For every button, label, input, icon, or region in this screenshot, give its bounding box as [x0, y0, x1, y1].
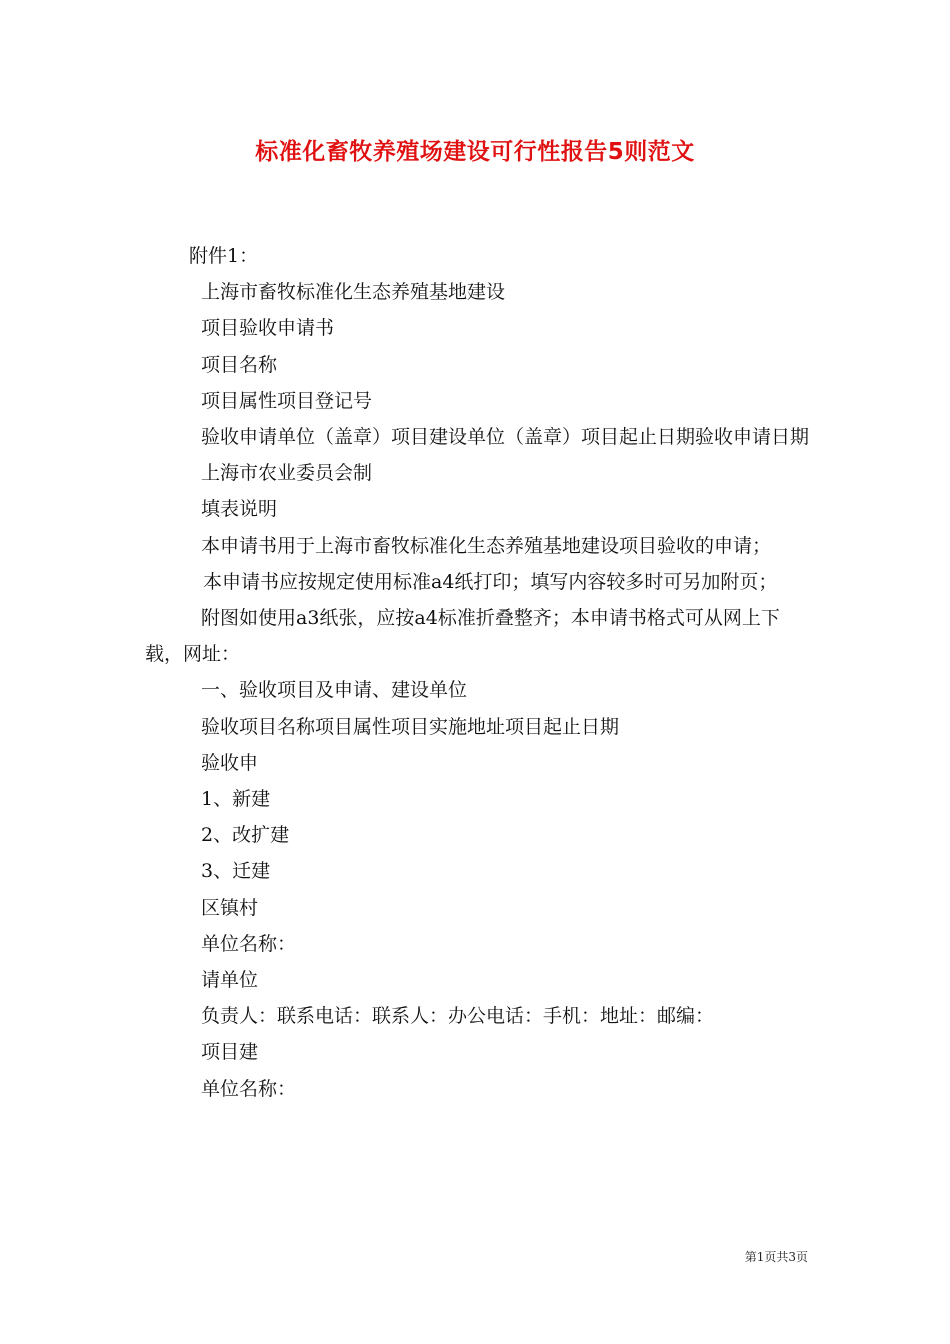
paragraph: 验收申 — [201, 751, 259, 774]
paragraph: 验收项目名称项目属性项目实施地址项目起止日期 — [201, 715, 620, 738]
paragraph: 本申请书应按规定使用标准a4纸打印；填写内容较多时可另加附页； — [203, 570, 778, 593]
paragraph: 填表说明 — [201, 498, 278, 521]
paragraph: 单位名称： — [201, 932, 297, 955]
paragraph: 项目名称 — [201, 353, 278, 376]
paragraph: 单位名称： — [201, 1077, 297, 1100]
paragraph: 一、验收项目及申请、建设单位 — [201, 679, 468, 702]
page-number-footer: 第1页共3页 — [744, 1250, 808, 1264]
paragraph: 1、新建 — [201, 788, 271, 811]
paragraph: 上海市农业委员会制 — [201, 462, 373, 485]
attachment-label: 附件1： — [189, 245, 259, 267]
document-title: 标准化畜牧养殖场建设可行性报告5则范文 — [255, 139, 695, 165]
paragraph: 请单位 — [201, 969, 259, 992]
paragraph: 项目属性项目登记号 — [201, 389, 373, 412]
paragraph: 上海市畜牧标准化生态养殖基地建设 — [201, 281, 506, 304]
paragraph: 负责人：联系电话：联系人：办公电话：手机：地址：邮编： — [201, 1005, 715, 1028]
paragraph: 区镇村 — [201, 896, 259, 919]
paragraph: 验收申请单位（盖章）项目建设单位（盖章）项目起止日期验收申请日期 — [201, 426, 810, 449]
document-body — [145, 238, 810, 1107]
paragraph: 2、改扩建 — [201, 824, 290, 847]
paragraph: 项目验收申请书 — [201, 317, 335, 340]
paragraph: 3、迁建 — [201, 860, 271, 883]
paragraph: 项目建 — [201, 1041, 259, 1064]
paragraph: 本申请书用于上海市畜牧标准化生态养殖基地建设项目验收的申请； — [201, 534, 772, 557]
paragraph: 附图如使用a3纸张，应按a4标准折叠整齐；本申请书格式可从网上下载，网址： — [145, 607, 780, 666]
